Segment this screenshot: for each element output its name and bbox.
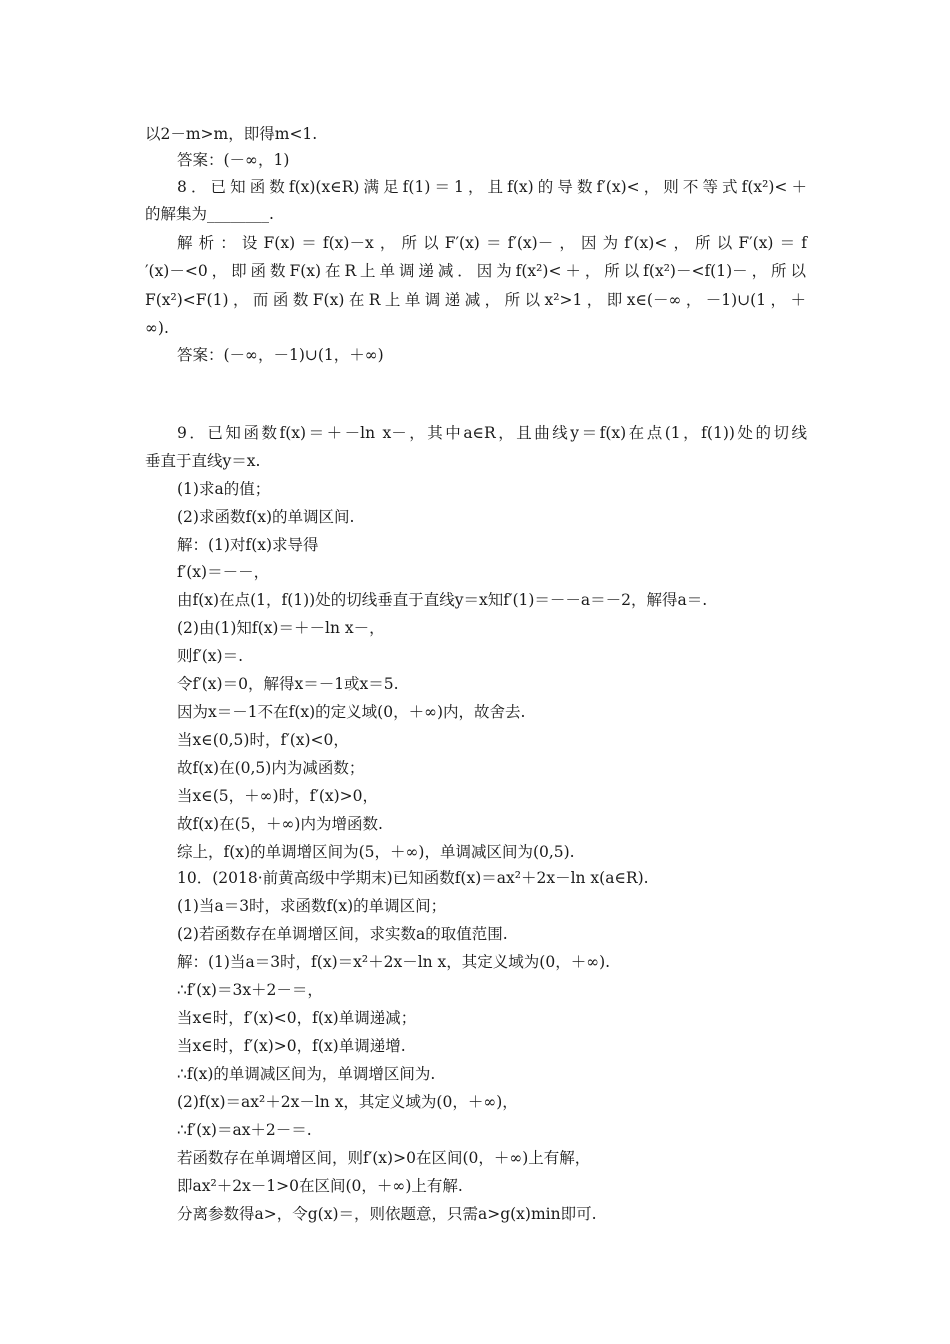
answer-line: 答案：(－∞，1) [177,151,290,169]
text-line: 则f′(x)＝. [177,647,244,665]
answer-line: 答案：(－∞，－1)∪(1，＋∞) [177,346,384,364]
text-line: (1)求a的值； [177,480,271,498]
text-line: (1)当a＝3时，求函数f(x)的单调区间； [177,897,447,915]
text-line: 由f(x)在点(1，f(1))处的切线垂直于直线y＝x知f′(1)＝－－a＝－2，解得a＝. [177,591,708,609]
text-line: 解：(1)当a＝3时，f(x)＝x²＋2x－ln x，其定义域为(0，＋∞). [177,953,611,971]
problem-8-line: 8．已知函数f(x)(x∈R)满足f(1)＝1，且f(x)的导数f′(x)<，则不等式f(x²)<＋ [177,178,807,196]
solution-line: 解析：设F(x)＝f(x)－x，所以F′(x)＝f′(x)－，因为f′(x)<，所以F′(x)＝f [177,234,807,252]
solution-line: F(x²)<F(1)，而函数F(x)在R上单调递减，所以x²>1，即x∈(－∞，－1)∪(1，＋ [145,291,806,309]
text-line: ∴f′(x)＝3x＋2－＝， [177,981,323,999]
text-line: 故f(x)在(0,5)内为减函数； [177,759,365,777]
text-line: (2)f(x)＝ax²＋2x－ln x，其定义域为(0，＋∞)， [177,1093,518,1111]
text-line: 解：(1)对f(x)求导得 [177,536,319,554]
text-line: 综上，f(x)的单调增区间为(5，＋∞)，单调减区间为(0,5). [177,843,575,861]
text-line: (2)由(1)知f(x)＝＋－ln x－， [177,619,385,637]
text-line: ∴f(x)的单调减区间为，单调增区间为. [177,1065,436,1083]
text-line: (2)若函数存在单调增区间，求实数a的取值范围. [177,925,508,943]
text-line: 当x∈(0,5)时，f′(x)<0， [177,731,349,749]
text-line: 故f(x)在(5，＋∞)内为增函数. [177,815,383,833]
text-line: 垂直于直线y＝x. [145,452,261,470]
text-line: 当x∈(5，＋∞)时，f′(x)>0， [177,787,379,805]
text-line: 若函数存在单调增区间，则f′(x)>0在区间(0，＋∞)上有解， [177,1149,591,1167]
text-line: ∞). [145,319,169,337]
problem-10-line: 10．(2018·前黄高级中学期末)已知函数f(x)＝ax²＋2x－ln x(a∈R). [177,869,649,887]
text-line: 令f′(x)＝0，解得x＝－1或x＝5. [177,675,399,693]
text-line: 的解集为________. [145,205,274,223]
problem-9-line: 9．已知函数f(x)＝＋－ln x－，其中a∈R，且曲线y＝f(x)在点(1，f(1))处的切线 [177,424,807,442]
text-line: 以2－m>m，即得m<1. [145,125,318,143]
text-line: ∴f′(x)＝ax＋2－＝. [177,1121,312,1139]
text-line: 分离参数得a>，令g(x)＝，则依题意，只需a>g(x)min即可. [177,1205,597,1223]
text-line: 当x∈时，f′(x)>0，f(x)单调递增. [177,1037,406,1055]
text-line: 因为x＝－1不在f(x)的定义域(0，＋∞)内，故舍去. [177,703,526,721]
text-line: 即ax²＋2x－1>0在区间(0，＋∞)上有解. [177,1177,463,1195]
text-line: 当x∈时，f′(x)<0，f(x)单调递减； [177,1009,417,1027]
text-line: f′(x)＝－－， [177,563,270,581]
solution-line: ′(x)－<0，即函数F(x)在R上单调递减．因为f(x²)<＋，所以f(x²)－<f(1)－，所以 [145,262,806,280]
text-line: (2)求函数f(x)的单调区间. [177,508,355,526]
